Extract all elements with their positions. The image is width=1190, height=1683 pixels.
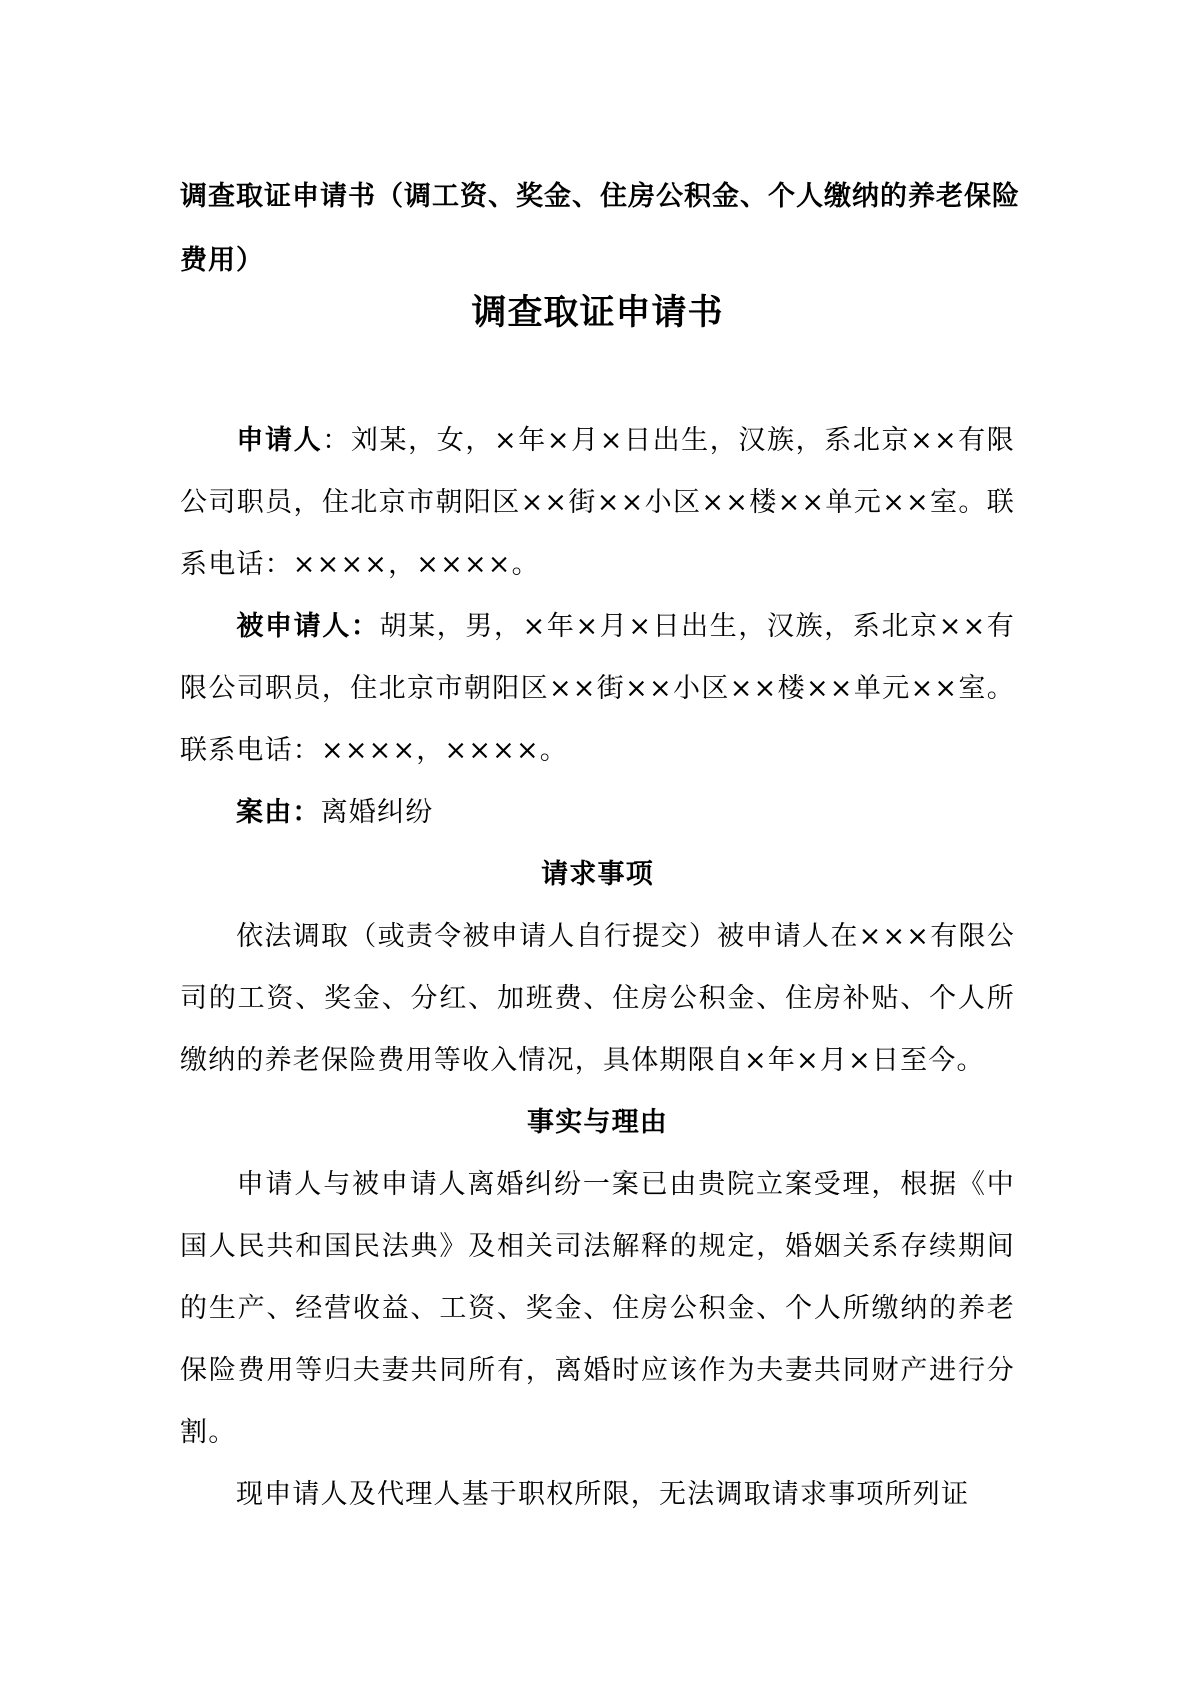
applicant-label: 申请人 — [236, 425, 323, 456]
request-heading: 请求事项 — [541, 859, 654, 890]
request-text: 依法调取（或责令被申请人自行提交）被申请人在×××有限公司的工资、奖金、分红、加班费、住房公积金、住房补贴、个人所缴纳的养老保险费用等收入情况，具体期限自×年×月×日至今。 — [180, 921, 1015, 1076]
document-heading: 调查取证申请书（调工资、奖金、住房公积金、个人缴纳的养老保险费用） — [180, 181, 1020, 276]
document-title: 调查取证申请书 — [471, 292, 724, 333]
facts-paragraph-2 — [180, 1464, 1015, 1526]
request-paragraph — [180, 906, 1015, 1092]
facts-text-2: 现申请人及代理人基于职权所限，无法调取请求事项所列证 — [236, 1479, 970, 1510]
applicant-text: 刘某，女，×年×月×日出生，汉族，系北京××有限公司职员，住北京市朝阳区××街××小区××楼××单元××室。联系电话：××××，××××。 — [180, 425, 1015, 580]
facts-heading: 事实与理由 — [527, 1107, 668, 1138]
cause-label: 案由： — [236, 797, 321, 828]
respondent-label: 被申请人： — [236, 611, 380, 642]
facts-paragraph — [180, 1154, 1015, 1464]
applicant-paragraph — [180, 410, 1015, 596]
cause-paragraph — [180, 782, 1015, 844]
respondent-text: 胡某，男，×年×月×日出生，汉族，系北京××有限公司职员，住北京市朝阳区××街××小区××楼××单元××室。联系电话：××××，××××。 — [180, 611, 1016, 766]
applicant-colon: ： — [322, 425, 351, 456]
respondent-paragraph — [180, 596, 1015, 782]
cause-text: 离婚纠纷 — [320, 797, 434, 828]
facts-text-1: 申请人与被申请人离婚纠纷一案已由贵院立案受理，根据《中国人民共和国民法典》及相关司法解释的规定，婚姻关系存续期间的生产、经营收益、工资、奖金、住房公积金、个人所缴纳的养老保险费用等归夫妻共同所有，离婚时应该作为夫妻共同财产进行分割。 — [180, 1169, 1015, 1448]
